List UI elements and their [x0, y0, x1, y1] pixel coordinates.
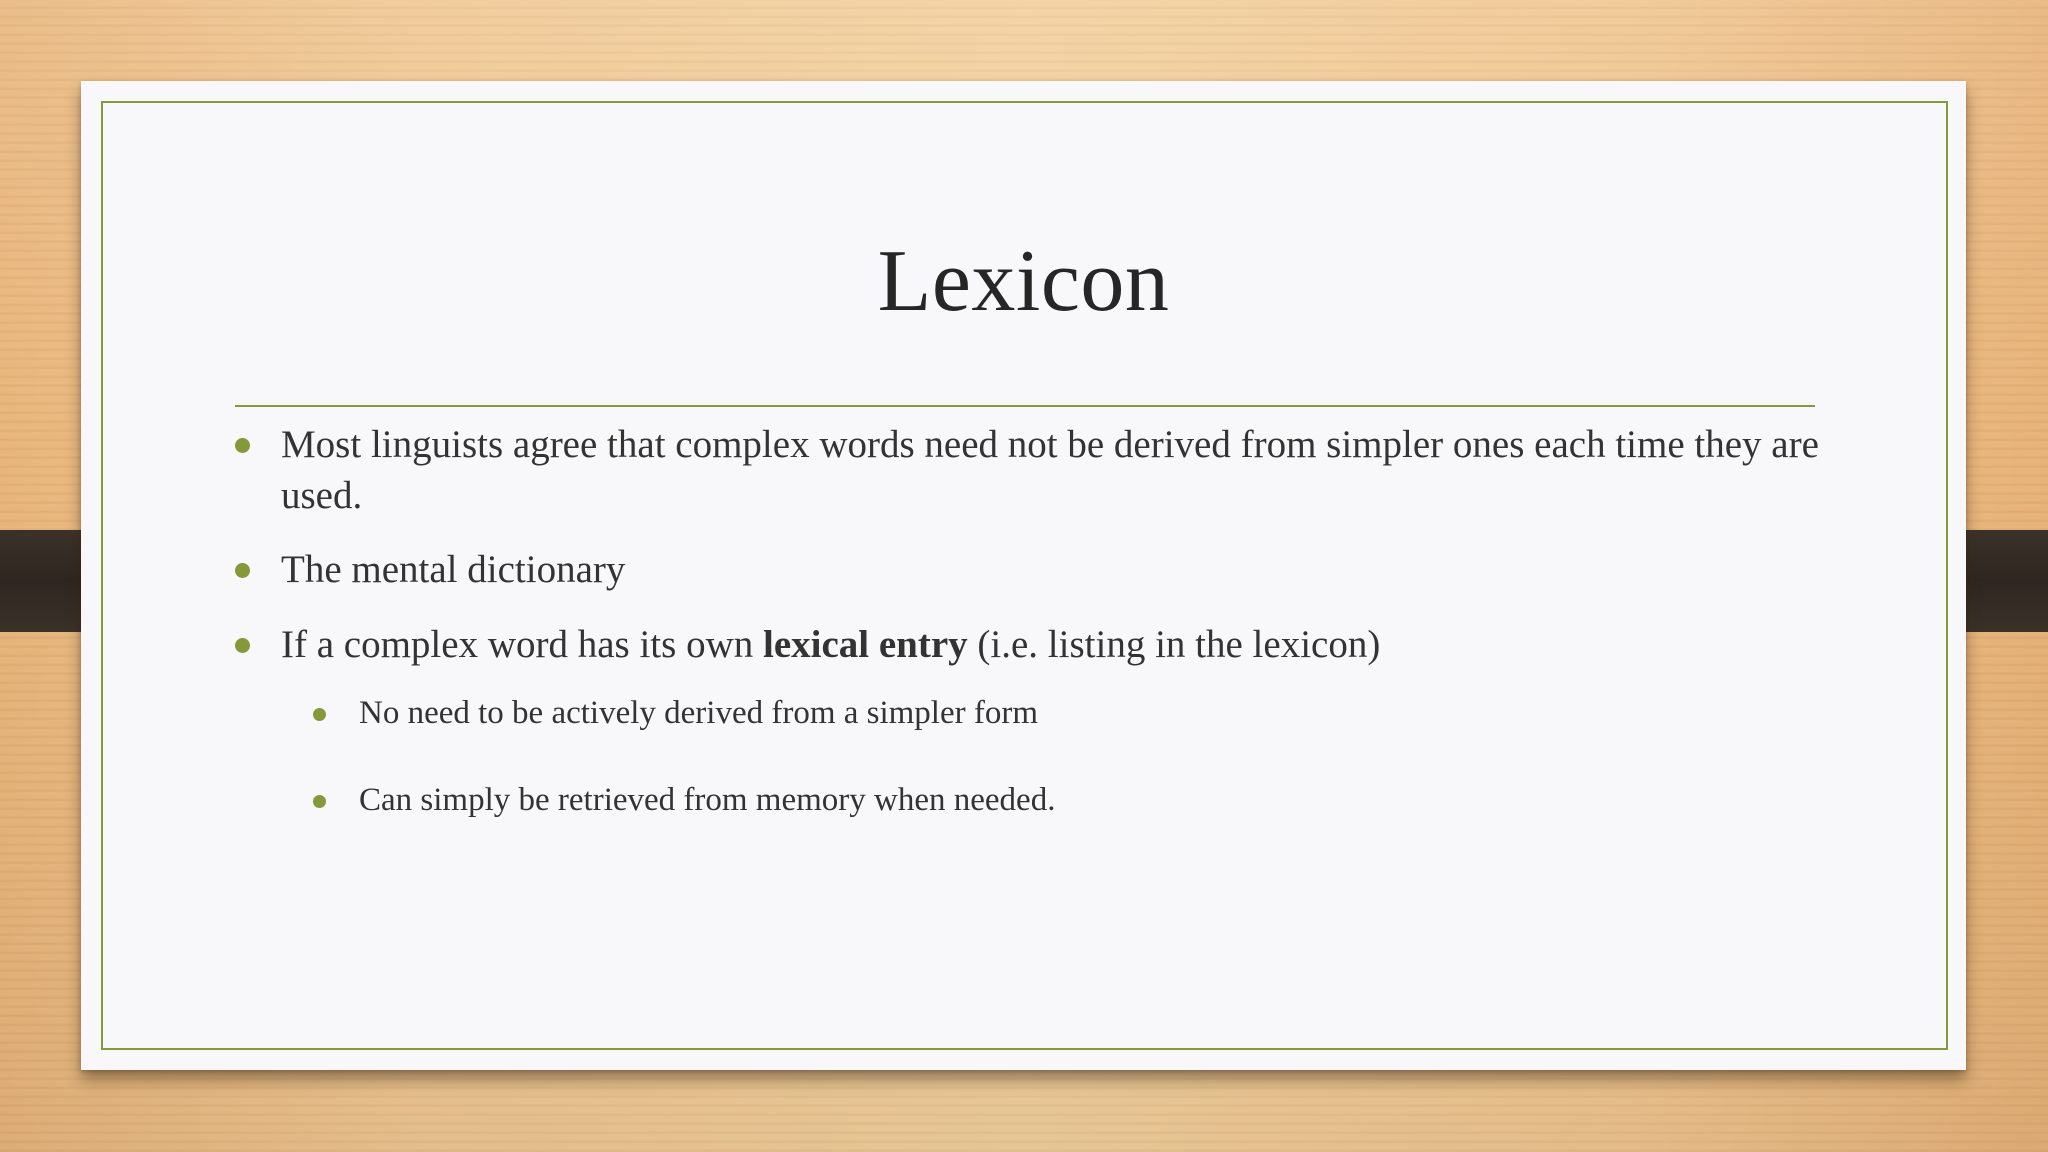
bullet-text: Most linguists agree that complex words need not be derived from simpler ones each time they are used. [281, 423, 1819, 517]
bullet-text-tail: (i.e. listing in the lexicon) [967, 623, 1381, 666]
sub-bullet-dot-icon [313, 795, 326, 808]
title-divider [235, 405, 1815, 407]
slide-title: Lexicon [877, 233, 1170, 330]
bullet-text: The mental dictionary [281, 548, 626, 591]
bold-term: lexical entry [762, 623, 968, 666]
bullet-dot-icon [235, 438, 250, 453]
sub-bullet-dot-icon [313, 708, 326, 721]
bullet-dot-icon [235, 638, 250, 653]
sub-bullet-text: No need to be actively derived from a simpler form [359, 695, 1039, 731]
slide [81, 81, 1966, 1070]
bullet-text-lead: If a complex word has its own [281, 623, 763, 666]
sub-bullet-text: Can simply be retrieved from memory when needed. [359, 782, 1056, 818]
bullet-dot-icon [235, 563, 250, 578]
bullet-text [281, 619, 1831, 670]
